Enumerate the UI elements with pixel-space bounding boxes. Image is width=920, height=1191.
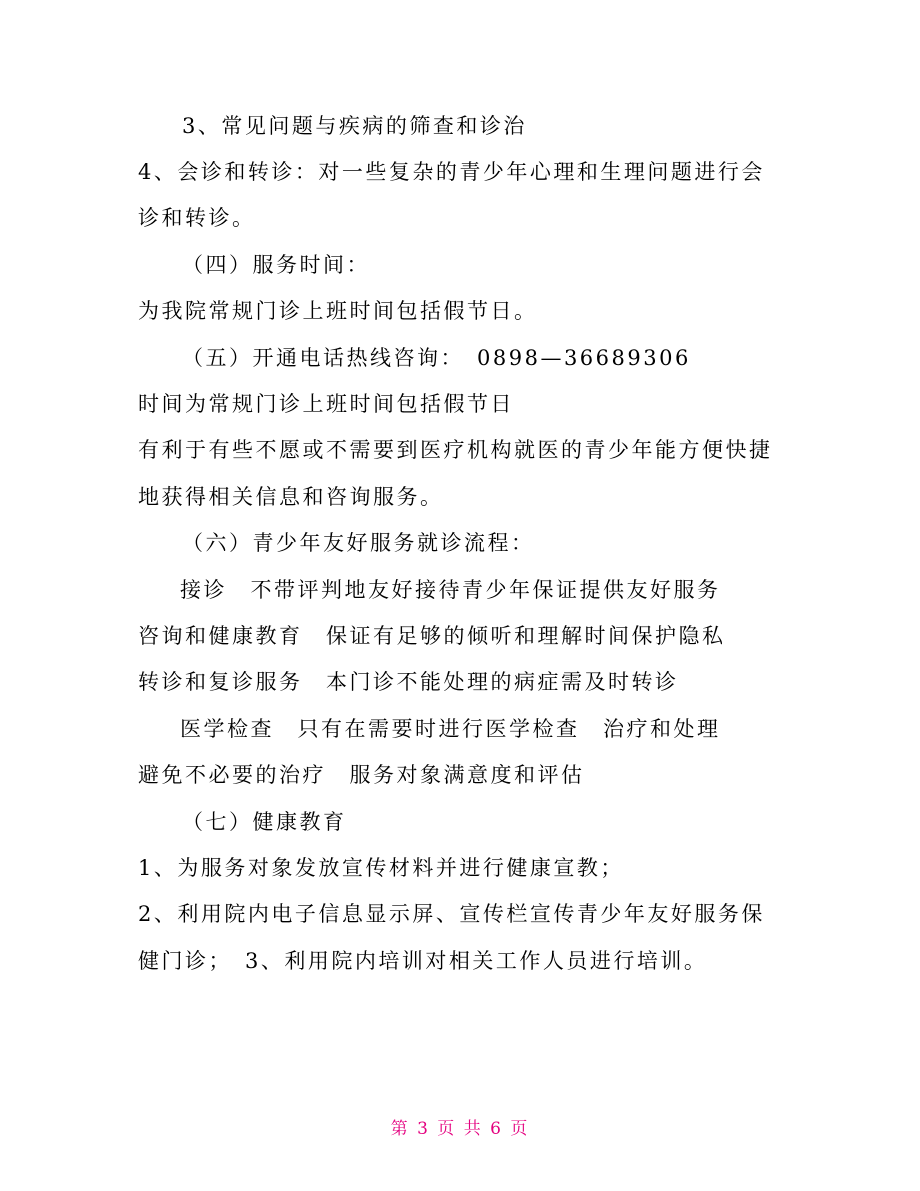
text-line-7: 时间为常规门诊上班时间包括假节日 (138, 392, 514, 416)
text-line-9: 地获得相关信息和咨询服务。 (138, 485, 444, 509)
page-number-footer: 第 3 页 共 6 页 (390, 1119, 530, 1139)
text-line-1: 3、常见问题与疾病的筛查和诊治 (182, 114, 527, 138)
text-line-18: 2、利用院内电子信息显示屏、宣传栏宣传青少年友好服务保 (138, 902, 765, 926)
text-line-11: 接诊 不带评判地友好接待青少年保证提供友好服务 (180, 578, 721, 602)
text-line-8: 有利于有些不愿或不需要到医疗机构就医的青少年能方便快捷 (138, 438, 773, 462)
text-line-3: 诊和转诊。 (138, 206, 256, 230)
text-line-13: 转诊和复诊服务 本门诊不能处理的病症需及时转诊 (138, 670, 679, 694)
text-line-17: 1、为服务对象发放宣传材料并进行健康宣教； (138, 856, 624, 880)
text-line-6: （五）开通电话热线咨询： 0898—36689306 (182, 346, 691, 370)
text-line-5: 为我院常规门诊上班时间包括假节日。 (138, 299, 538, 323)
text-line-15: 避免不必要的治疗 服务对象满意度和评估 (138, 763, 585, 787)
text-line-10: （六）青少年友好服务就诊流程： (182, 531, 535, 555)
text-line-16: （七）健康教育 (182, 810, 347, 834)
text-line-12: 咨询和健康教育 保证有足够的倾听和理解时间保护隐私 (138, 624, 726, 648)
text-line-2: 4、会诊和转诊：对一些复杂的青少年心理和生理问题进行会 (138, 160, 765, 184)
text-line-19: 健门诊； 3、利用院内培训对相关工作人员进行培训。 (138, 949, 708, 973)
text-line-14: 医学检查 只有在需要时进行医学检查 治疗和处理 (180, 717, 721, 741)
text-line-4: （四）服务时间： (182, 253, 370, 277)
